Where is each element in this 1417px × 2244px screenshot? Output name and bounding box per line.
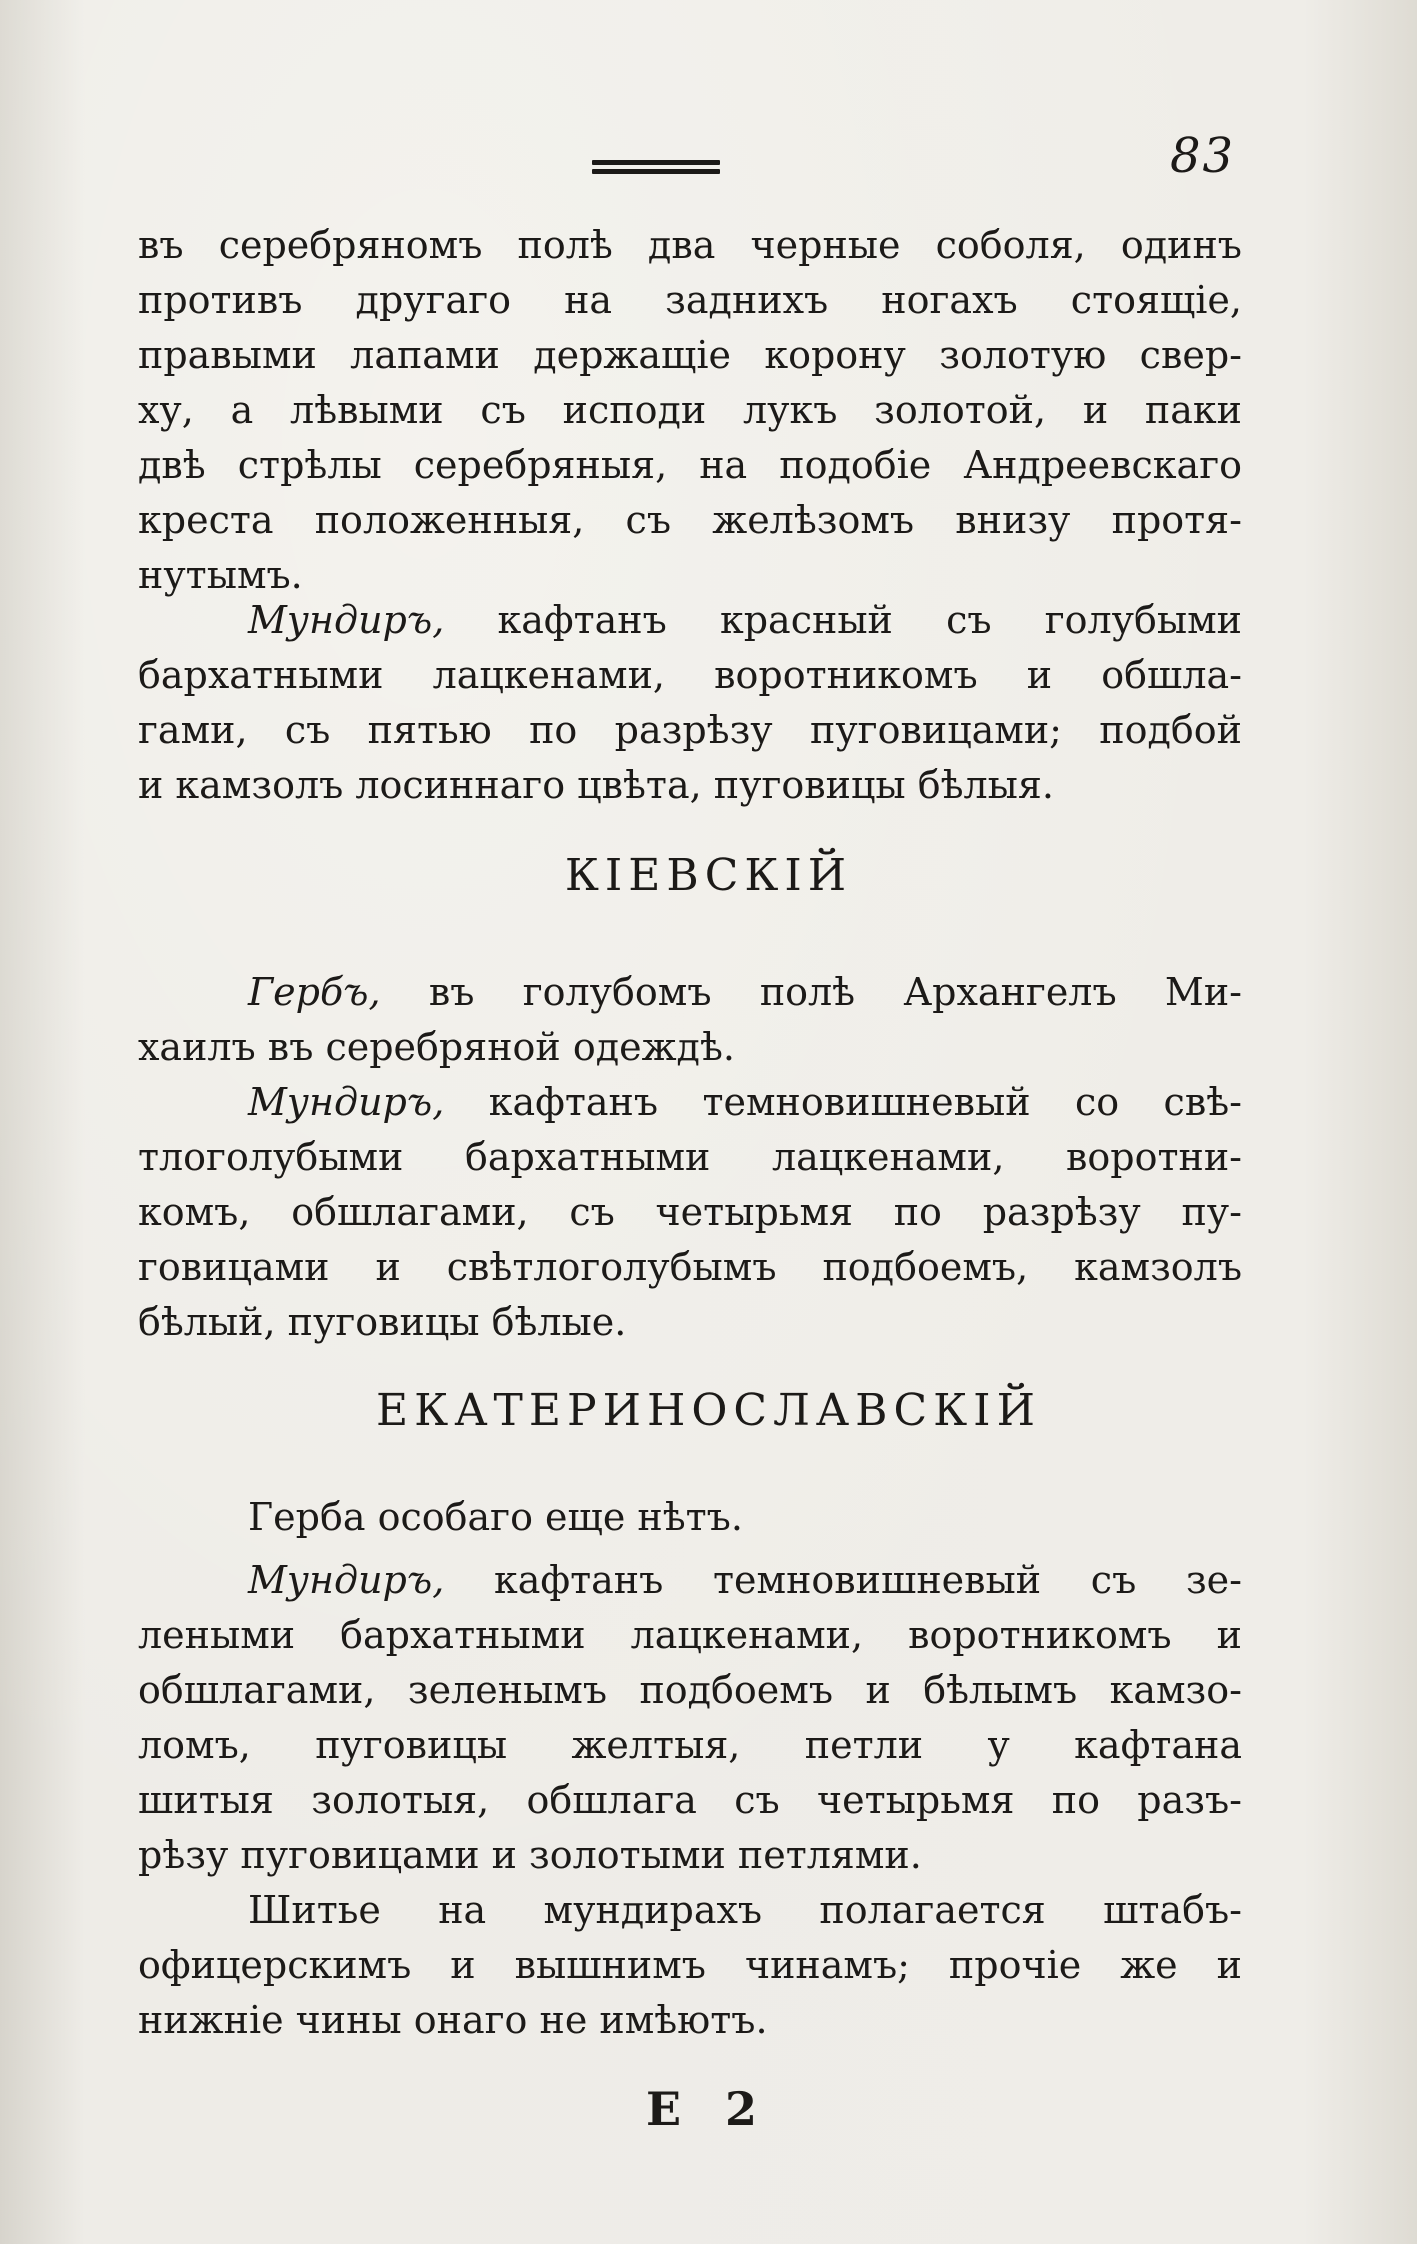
signature-mark: Е 2 [645,2082,772,2136]
text-fragment: въ голубомъ полѣ Архангелъ Ми- [428,970,1242,1014]
text-line: обшлагами, зеленымъ подбоемъ и бѣлымъ камзо- [138,1668,1242,1712]
paragraph-first-line [138,1075,1242,1130]
text-line: противъ другаго на заднихъ ногахъ стоящіе, [138,278,1242,322]
paragraph-first-line: Шитье на мундирахъ полагается штабъ- [248,1888,1242,1932]
text-line: въ серебряномъ полѣ два черные соболя, одинъ [138,223,1242,267]
text-line: бѣлый, пуговицы бѣлые. [138,1300,627,1344]
text-fragment: кафтанъ красный съ голубыми [497,598,1242,642]
section-heading-ekaterinoslav: ЕКАТЕРИНОСЛАВСКІЙ [376,1385,1041,1436]
page-number: 83 [1170,128,1236,184]
paragraph-first-line [138,1553,1242,1608]
text-line: гами, съ пятью по разрѣзу пуговицами; подбой [138,708,1242,752]
text-line: креста положенныя, съ желѣзомъ внизу протя- [138,498,1242,542]
kiev-uniform-paragraph [138,1075,1242,1350]
text-line: тлоголубыми бархатными лацкенами, воротни- [138,1135,1242,1179]
text-line: леными бархатными лацкенами, воротникомъ и [138,1613,1242,1657]
ekaterinoslav-arms-paragraph [138,1490,1242,1545]
text-line: комъ, обшлагами, съ четырьмя по разрѣзу пу- [138,1190,1242,1234]
text-line: офицерскимъ и вышнимъ чинамъ; прочіе же и [138,1943,1242,1987]
uniform-paragraph-1 [138,593,1242,813]
uniform-lead: Мундиръ, [248,598,445,642]
text-line: ху, а лѣвыми съ исподи лукъ золотой, и паки [138,388,1242,432]
text-line: и камзолъ лосиннаго цвѣта, пуговицы бѣлыя. [138,763,1054,807]
paragraph-first-line [138,593,1242,648]
uniform-lead: Мундиръ, [248,1080,445,1124]
text-line: бархатными лацкенами, воротникомъ и обшла- [138,653,1242,697]
text-line: нутымъ. [138,553,303,597]
text-line: правыми лапами держащіе корону золотую свер- [138,333,1242,377]
text-line: нижніе чины онаго не имѣютъ. [138,1998,768,2042]
text-fragment: кафтанъ темновишневый съ зе- [493,1558,1242,1602]
text-line: двѣ стрѣлы серебряныя, на подобіе Андреевскаго [138,443,1242,487]
text-line: говицами и свѣтлоголубымъ подбоемъ, камзолъ [138,1245,1242,1289]
arms-lead: Гербъ, [248,970,381,1014]
text-line: Герба особаго еще нѣтъ. [248,1495,743,1539]
text-line: ломъ, пуговицы желтыя, петли у кафтана [138,1723,1242,1767]
section-heading-kiev: КІЕВСКІЙ [564,850,853,901]
paragraph-first-line [138,965,1242,1020]
uniform-lead: Мундиръ, [248,1558,445,1602]
text-line: шитыя золотыя, обшлага съ четырьмя по разъ- [138,1778,1242,1822]
text-line: хаилъ въ серебряной одеждѣ. [138,1025,735,1069]
arms-description-continued [138,218,1242,603]
text-line: рѣзу пуговицами и золотыми петлями. [138,1833,922,1877]
text-fragment: кафтанъ темновишневый со свѣ- [488,1080,1242,1124]
header-rule [592,160,720,176]
embroidery-note-paragraph [138,1883,1242,2048]
kiev-arms-paragraph [138,965,1242,1075]
ekaterinoslav-uniform-paragraph [138,1553,1242,1883]
